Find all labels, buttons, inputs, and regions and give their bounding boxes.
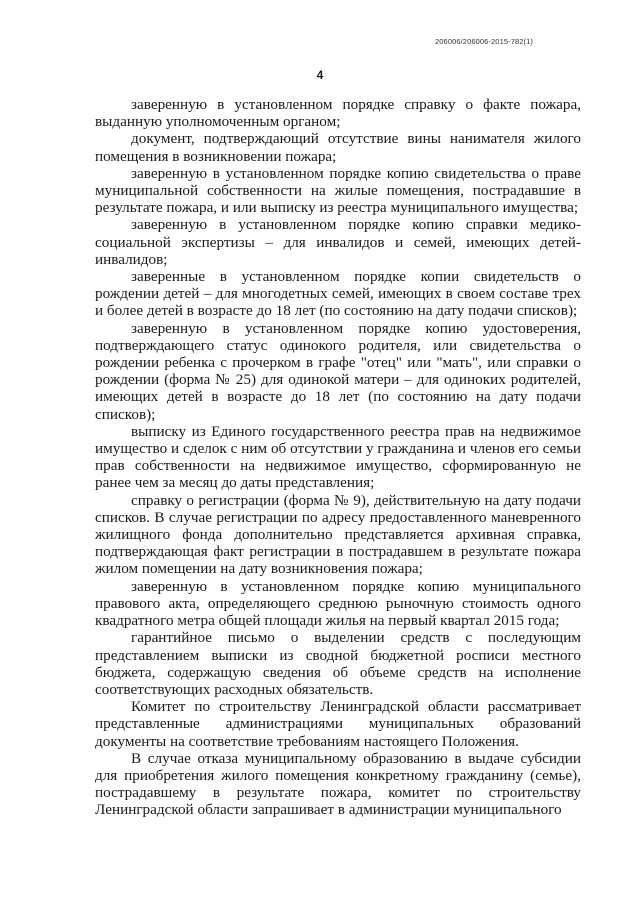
paragraph-registration-certificate: справку о регистрации (форма № 9), действительную на дату подачи списков. В случае регистрации по адресу предоставленного маневренного жилищного фонда дополнительно представляется архивная справка, подтверждающая факт регистрации в пострадавшем в результате пожара жилом помещении на дату возникновения пожара;: [95, 491, 581, 578]
paragraph-disability-certificate: заверенную в установленном порядке копию справки медико-социальной экспертизы – для инвалидов и семей, имеющих детей-инвалидов;: [95, 216, 581, 268]
paragraph-single-parent: заверенную в установленном порядке копию удостоверения, подтверждающего статус одинокого родителя, или свидетельства о рождении ребенка с прочерком в графе "отец" или "мать", или справки о рождении (форма № 25) для одинокой матери – для одиноких родителей, имеющих детей в возрасте до 18 лет (по состоянию на дату подачи списков);: [95, 319, 581, 423]
paragraph-fire-certificate: заверенную в установленном порядке справку о факте пожара, выданную уполномоченным органом;: [95, 96, 581, 131]
paragraph-property-certificate: заверенную в установленном порядке копию свидетельства о праве муниципальной собственности на жилые помещения, пострадавшие в результате пожара, и или выписку из реестра муниципального имущества;: [95, 164, 581, 217]
paragraph-refusal-case: В случае отказа муниципальному образованию в выдаче субсидии для приобретения жилого помещения конкретному гражданину (семье), пострадавшему в результате пожара, комитет по строительству Ленинградской области запрашивает в администрации муниципального: [95, 749, 581, 819]
document-id: 206006/206006-2015-782(1): [435, 37, 533, 46]
paragraph-registry-extract: выписку из Единого государственного реестра прав на недвижимое имущество и сделок с ним об отсутствии у гражданина и членов его семьи прав собственности на недвижимое имущество, сформированную не ранее чем за месяц до даты представления;: [95, 422, 581, 492]
paragraph-municipal-act: заверенную в установленном порядке копию муниципального правового акта, определяющего среднюю рыночную стоимость одного квадратного метра общей площади жилья на первый квартал 2015 года;: [95, 577, 581, 630]
paragraph-committee-review: Комитет по строительству Ленинградской области рассматривает представленные администрациями муниципальных образований документы на соответствие требованиям настоящего Положения.: [95, 698, 581, 750]
paragraph-guarantee-letter: гарантийное письмо о выделении средств с последующим представлением выписки из сводной бюджетной росписи местного бюджета, содержащую сведения об объеме средств на исполнение соответствующих расходных обязательств.: [95, 629, 581, 698]
paragraph-birth-certificates: заверенные в установленном порядке копии свидетельств о рождении детей – для многодетных семей, имеющих в своем составе трех и более детей в возрасте до 18 лет (по состоянию на дату подачи списков);: [95, 268, 581, 320]
paragraph-no-fault-document: документ, подтверждающий отсутствие вины нанимателя жилого помещения в возникновении пожара;: [95, 130, 581, 165]
document-body: [95, 96, 581, 819]
page-number: 4: [316, 68, 324, 82]
